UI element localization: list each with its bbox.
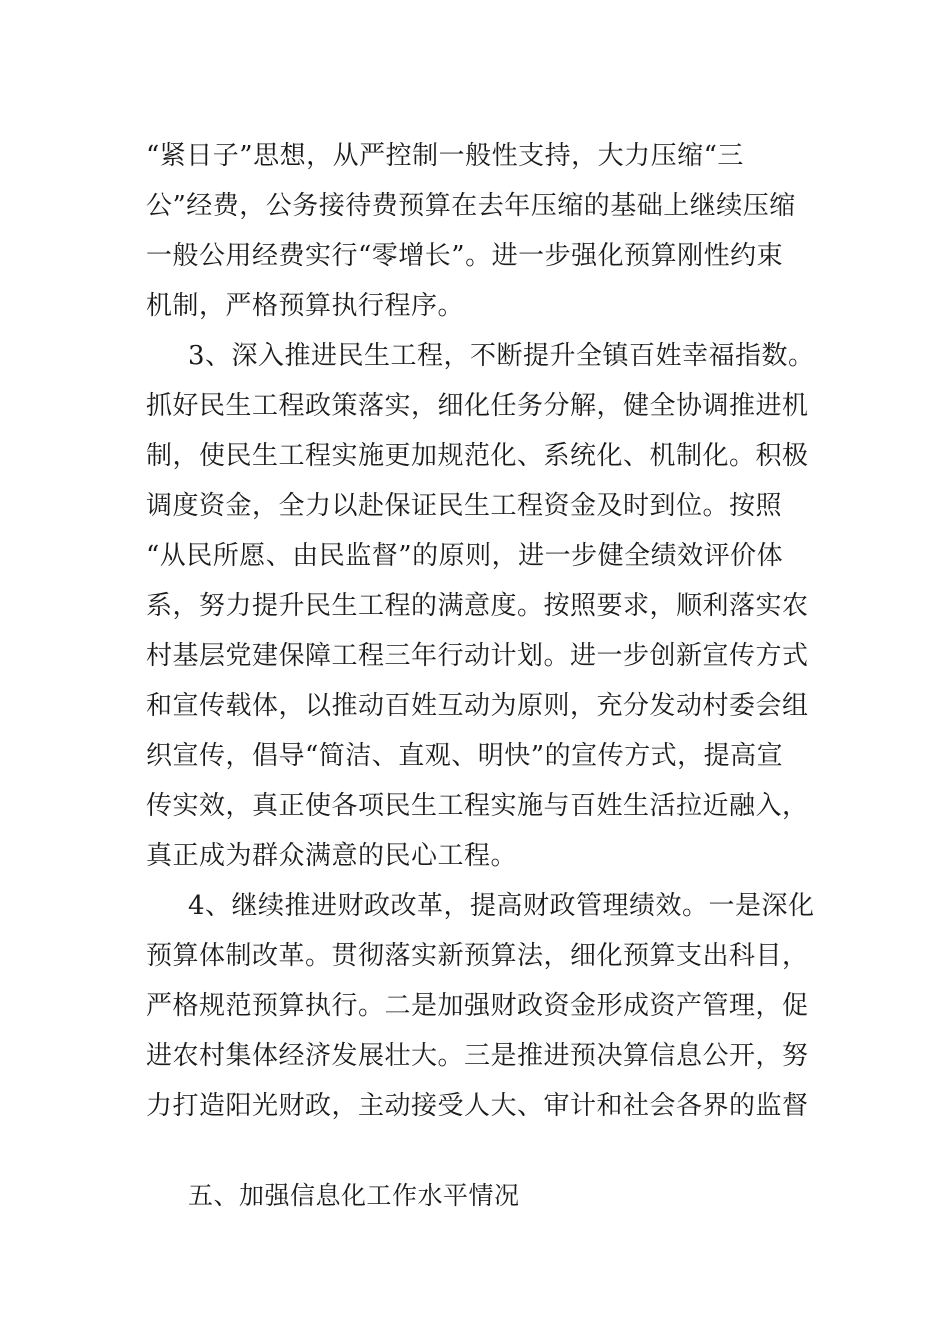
paragraph-line: 调度资金，全力以赴保证民生工程资金及时到位。按照	[146, 491, 783, 521]
paragraph-line: 织宣传，倡导“简洁、直观、明快”的宣传方式，提高宣	[146, 741, 784, 771]
paragraph-line: 抓好民生工程政策落实，细化任务分解，健全协调推进机	[146, 391, 809, 421]
paragraph-line: 传实效，真正使各项民生工程实施与百姓生活拉近融入，	[146, 791, 809, 821]
paragraph-line: 力打造阳光财政，主动接受人大、审计和社会各界的监督	[146, 1091, 809, 1121]
paragraph-line: 系，努力提升民生工程的满意度。按照要求，顺利落实农	[146, 591, 809, 621]
paragraph-line: 机制，严格预算执行程序。	[146, 291, 465, 321]
paragraph-line: 进农村集体经济发展壮大。三是推进预决算信息公开，努	[146, 1041, 809, 1071]
paragraph-line: “紧日子”思想，从严控制一般性支持，大力压缩“三	[146, 141, 744, 171]
paragraph-line: 严格规范预算执行。二是加强财政资金形成资产管理，促	[146, 991, 809, 1021]
paragraph-line: 3、深入推进民生工程，不断提升全镇百姓幸福指数。	[188, 341, 815, 371]
paragraph-line: 真正成为群众满意的民心工程。	[146, 841, 518, 871]
paragraph-line: 公”经费，公务接待费预算在去年压缩的基础上继续压缩	[146, 191, 796, 221]
paragraph-line: 预算体制改革。贯彻落实新预算法，细化预算支出科目，	[146, 941, 809, 971]
paragraph-line: “从民所愿、由民监督”的原则，进一步健全绩效评价体	[146, 541, 784, 571]
paragraph-line: 一般公用经费实行“零增长”。进一步强化预算刚性约束	[146, 241, 784, 271]
paragraph-line: 和宣传载体，以推动百姓互动为原则，充分发动村委会组	[146, 691, 809, 721]
section-heading: 五、加强信息化工作水平情况	[188, 1181, 520, 1210]
paragraph-line: 村基层党建保障工程三年行动计划。进一步创新宣传方式	[146, 641, 809, 671]
paragraph-line: 4、继续推进财政改革，提高财政管理绩效。一是深化	[188, 891, 815, 921]
paragraph-line: 制，使民生工程实施更加规范化、系统化、机制化。积极	[146, 441, 809, 471]
